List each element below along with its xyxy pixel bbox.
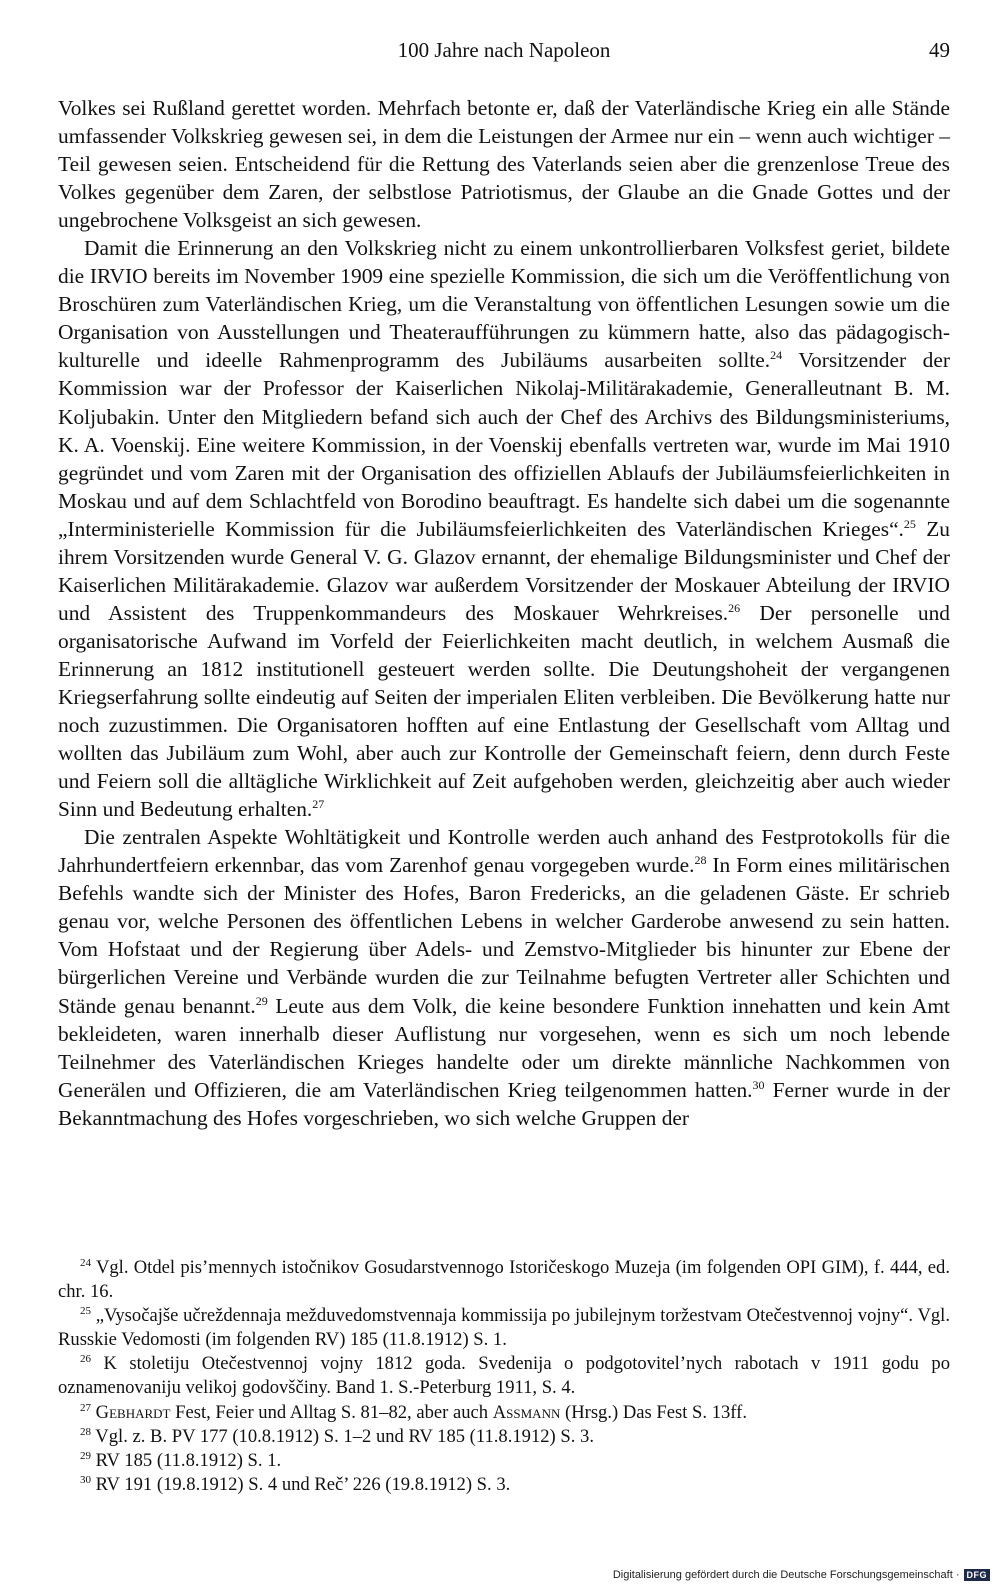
footnotes bbox=[58, 1256, 950, 1497]
paragraph-text: Der personelle und organisatorische Aufwand im Vorfeld der Feierlichkeiten macht deutlich, in welchem Ausmaß die Erinnerung an 1812 institutionell gesteuert werden sollte. Die Deutungshoheit der vergangenen Kriegserfahrung sollte eindeutig auf Seiten der imperialen Eliten verbleiben. Die Bevölkerung hatte nur noch zuzustimmen. Die Organisatoren hofften auf eine Entlastung der Gesellschaft vom Alltag und wollten das Jubiläum zum Wohl, aber auch zur Kontrolle der Gemeinschaft feiern, denn durch Feste und Feiern soll die alltägliche Wirklichkeit auf Zeit aufgehoben werden, gleichzeitig aber auch wieder Sinn und Bedeutung erhalten. bbox=[58, 600, 950, 822]
running-header bbox=[58, 38, 950, 66]
digitization-credit bbox=[613, 1569, 990, 1581]
footnote-text: Vgl. z. B. PV 177 (10.8.1912) S. 1–2 und RV 185 (11.8.1912) S. 3. bbox=[91, 1425, 594, 1447]
paragraph-text: Leute aus dem Volk, die keine besondere Funktion innehatten und kein Amt bekleideten, waren innerhalb dieser Auflistung nur vorgesehen, wenn es sich um noch lebende Teilnehmer des Vaterländischen Krieges handelte oder um direkte männliche Nachkommen von Generälen und Offizieren, die am Vaterländischen Krieg teilgenommen hatten. bbox=[58, 993, 950, 1102]
footnote-28 bbox=[58, 1425, 950, 1449]
page-number: 49 bbox=[929, 38, 950, 62]
footnote-ref-30[interactable]: 30 bbox=[752, 1077, 765, 1092]
footnote-text: „Vysočajše učreždennaja mežduvedomstvennaja kommissija po jubilejnym toržestvam Otečestvennoj vojny“. Vgl. Russkie Vedomosti (im folgenden RV) 185 (11.8.1912) S. 1. bbox=[58, 1305, 950, 1351]
footnote-number: 30 bbox=[80, 1473, 91, 1486]
paragraph-text: Vorsitzender der Kommission war der Professor der Kaiserlichen Nikolaj-Militärakademie, Generalleutnant B. M. Koljubakin. Unter den Mitgliedern befand sich auch der Chef des Archivs des Bildungsministeriums, K. A. Voenskij. Eine weitere Kommission, in der Voenskij ebenfalls vertreten war, wurde im Mai 1910 gegründet und vom Zaren mit der Organisation des offiziellen Ablaufs der Jubiläumsfeierlichkeiten in Moskau und auf dem Schlachtfeld von Borodino beauftragt. Es handelte sich dabei um die sogenannte „Interministerielle Kommission für die Jubiläumsfeierlichkeiten des Vaterländischen Krieges“. bbox=[58, 348, 950, 541]
paragraph-text: In Form eines militärischen Befehls wandte sich der Minister des Hofes, Baron Fredericks, an die geladenen Gäste. Er schrieb genau vor, welche Personen des öffentlichen Lebens in welcher Garderobe anwesend zu sein hatten. Vom Hofstaat und der Regierung über Adels- und Zemstvo-Mitglieder bis hinunter zur Ebene der bürgerlichen Vereine und Verbände wurden die zur Teilnahme befugten Vertreter aller Schichten und Stände genau benannt. bbox=[58, 853, 950, 1018]
credit-text: Digitalisierung gefördert durch die Deutsche Forschungsgemeinschaft · bbox=[612, 1569, 960, 1581]
footnote-text: (Hrsg.) Das Fest S. 13ff. bbox=[560, 1401, 747, 1423]
paragraph-text: Volkes sei Rußland gerettet worden. Mehrfach betonte er, daß der Vaterländische Krieg ein alle Stände umfassender Volkskrieg gewesen sei, in dem die Leistungen der Armee nur ein – wenn auch wichtiger – Teil gewesen seien. Entscheidend für die Rettung des Vaterlands seien aber die grenzenlose Treue des Volkes gegenüber dem Zaren, der selbstlose Patriotismus, der Glaube an die Gnade Gottes und der ungebrochene Volksgeist an sich gewesen. bbox=[58, 96, 950, 233]
footnote-text: Fest, Feier und Alltag S. 81–82, aber auch bbox=[170, 1401, 493, 1423]
footnote-27 bbox=[58, 1401, 950, 1425]
footnote-number: 27 bbox=[80, 1401, 91, 1414]
paragraph-text: Die zentralen Aspekte Wohltätigkeit und Kontrolle werden auch anhand des Festprotokolls für die Jahrhundertfeiern erkennbar, das vom Zarenhof genau vorgegeben wurde. bbox=[58, 825, 950, 878]
footnote-author: Gebhardt bbox=[95, 1401, 171, 1423]
dfg-logo-icon: DFG bbox=[964, 1569, 991, 1581]
footnote-number: 29 bbox=[80, 1449, 91, 1462]
paragraph-text: Damit die Erinnerung an den Volkskrieg nicht zu einem unkontrollierbaren Volksfest geriet, bildete die IRVIO bereits im November 1909 eine spezielle Kommission, die sich um die Veröffentlichung von Broschüren zum Vaterländischen Krieg, um die Veranstaltung von öffentlichen Lesungen sowie um die Organisation von Ausstellungen und Theateraufführungen zu kümmern hatte, also das pädagogisch-kulturelle und ideelle Rahmenprogramm des Jubiläums ausarbeiten sollte. bbox=[58, 236, 950, 373]
footnote-ref-27[interactable]: 27 bbox=[312, 797, 325, 812]
footnote-text: Vgl. Otdel pis’mennych istočnikov Gosudarstvennogo Istoričeskogo Muzeja (im folgenden OPI GIM), f. 444, ed. chr. 16. bbox=[58, 1257, 950, 1303]
footnote-ref-25[interactable]: 25 bbox=[903, 516, 916, 531]
footnote-number: 26 bbox=[80, 1353, 91, 1366]
paragraph-text: Zu ihrem Vorsitzenden wurde General V. G. Glazov ernannt, der ehemalige Bildungsminister und Chef der Kaiserlichen Militärakademie. Glazov war außerdem Vorsitzender der Moskauer Abteilung der IRVIO und Assistent des Truppenkommandeurs des Moskauer Wehrkreises. bbox=[58, 516, 950, 625]
main-text bbox=[58, 94, 950, 1132]
footnote-text: RV 185 (11.8.1912) S. 1. bbox=[91, 1449, 282, 1471]
footnote-24 bbox=[58, 1256, 950, 1304]
footnote-30 bbox=[58, 1473, 950, 1497]
footnote-29 bbox=[58, 1449, 950, 1473]
footnote-author: Assmann bbox=[492, 1401, 561, 1423]
paragraph-3 bbox=[58, 823, 950, 1132]
footnote-26 bbox=[58, 1352, 950, 1400]
footnote-25 bbox=[58, 1304, 950, 1352]
running-title: 100 Jahre nach Napoleon bbox=[397, 38, 611, 62]
footnote-number: 24 bbox=[80, 1256, 91, 1269]
footnote-ref-24[interactable]: 24 bbox=[770, 348, 783, 363]
footnote-ref-29[interactable]: 29 bbox=[255, 993, 268, 1008]
footnote-text: RV 191 (19.8.1912) S. 4 und Reč’ 226 (19.8.1912) S. 3. bbox=[91, 1473, 511, 1495]
footnote-ref-28[interactable]: 28 bbox=[694, 853, 707, 868]
footnote-number: 25 bbox=[80, 1305, 91, 1317]
footnote-text: K stoletiju Otečestvennoj vojny 1812 goda. Svedenija o podgotovitel’nych rabotach v 1911 godu po oznamenovaniju velikoj godovščiny. Band 1. S.-Peterburg 1911, S. 4. bbox=[58, 1353, 950, 1399]
footnote-ref-26[interactable]: 26 bbox=[728, 600, 741, 615]
paragraph-2 bbox=[58, 234, 950, 823]
footnote-number: 28 bbox=[80, 1425, 91, 1438]
paragraph-text: Ferner wurde in der Bekanntmachung des Hofes vorgeschrieben, wo sich welche Gruppen der bbox=[58, 1077, 950, 1130]
paragraph-1 bbox=[58, 94, 950, 234]
